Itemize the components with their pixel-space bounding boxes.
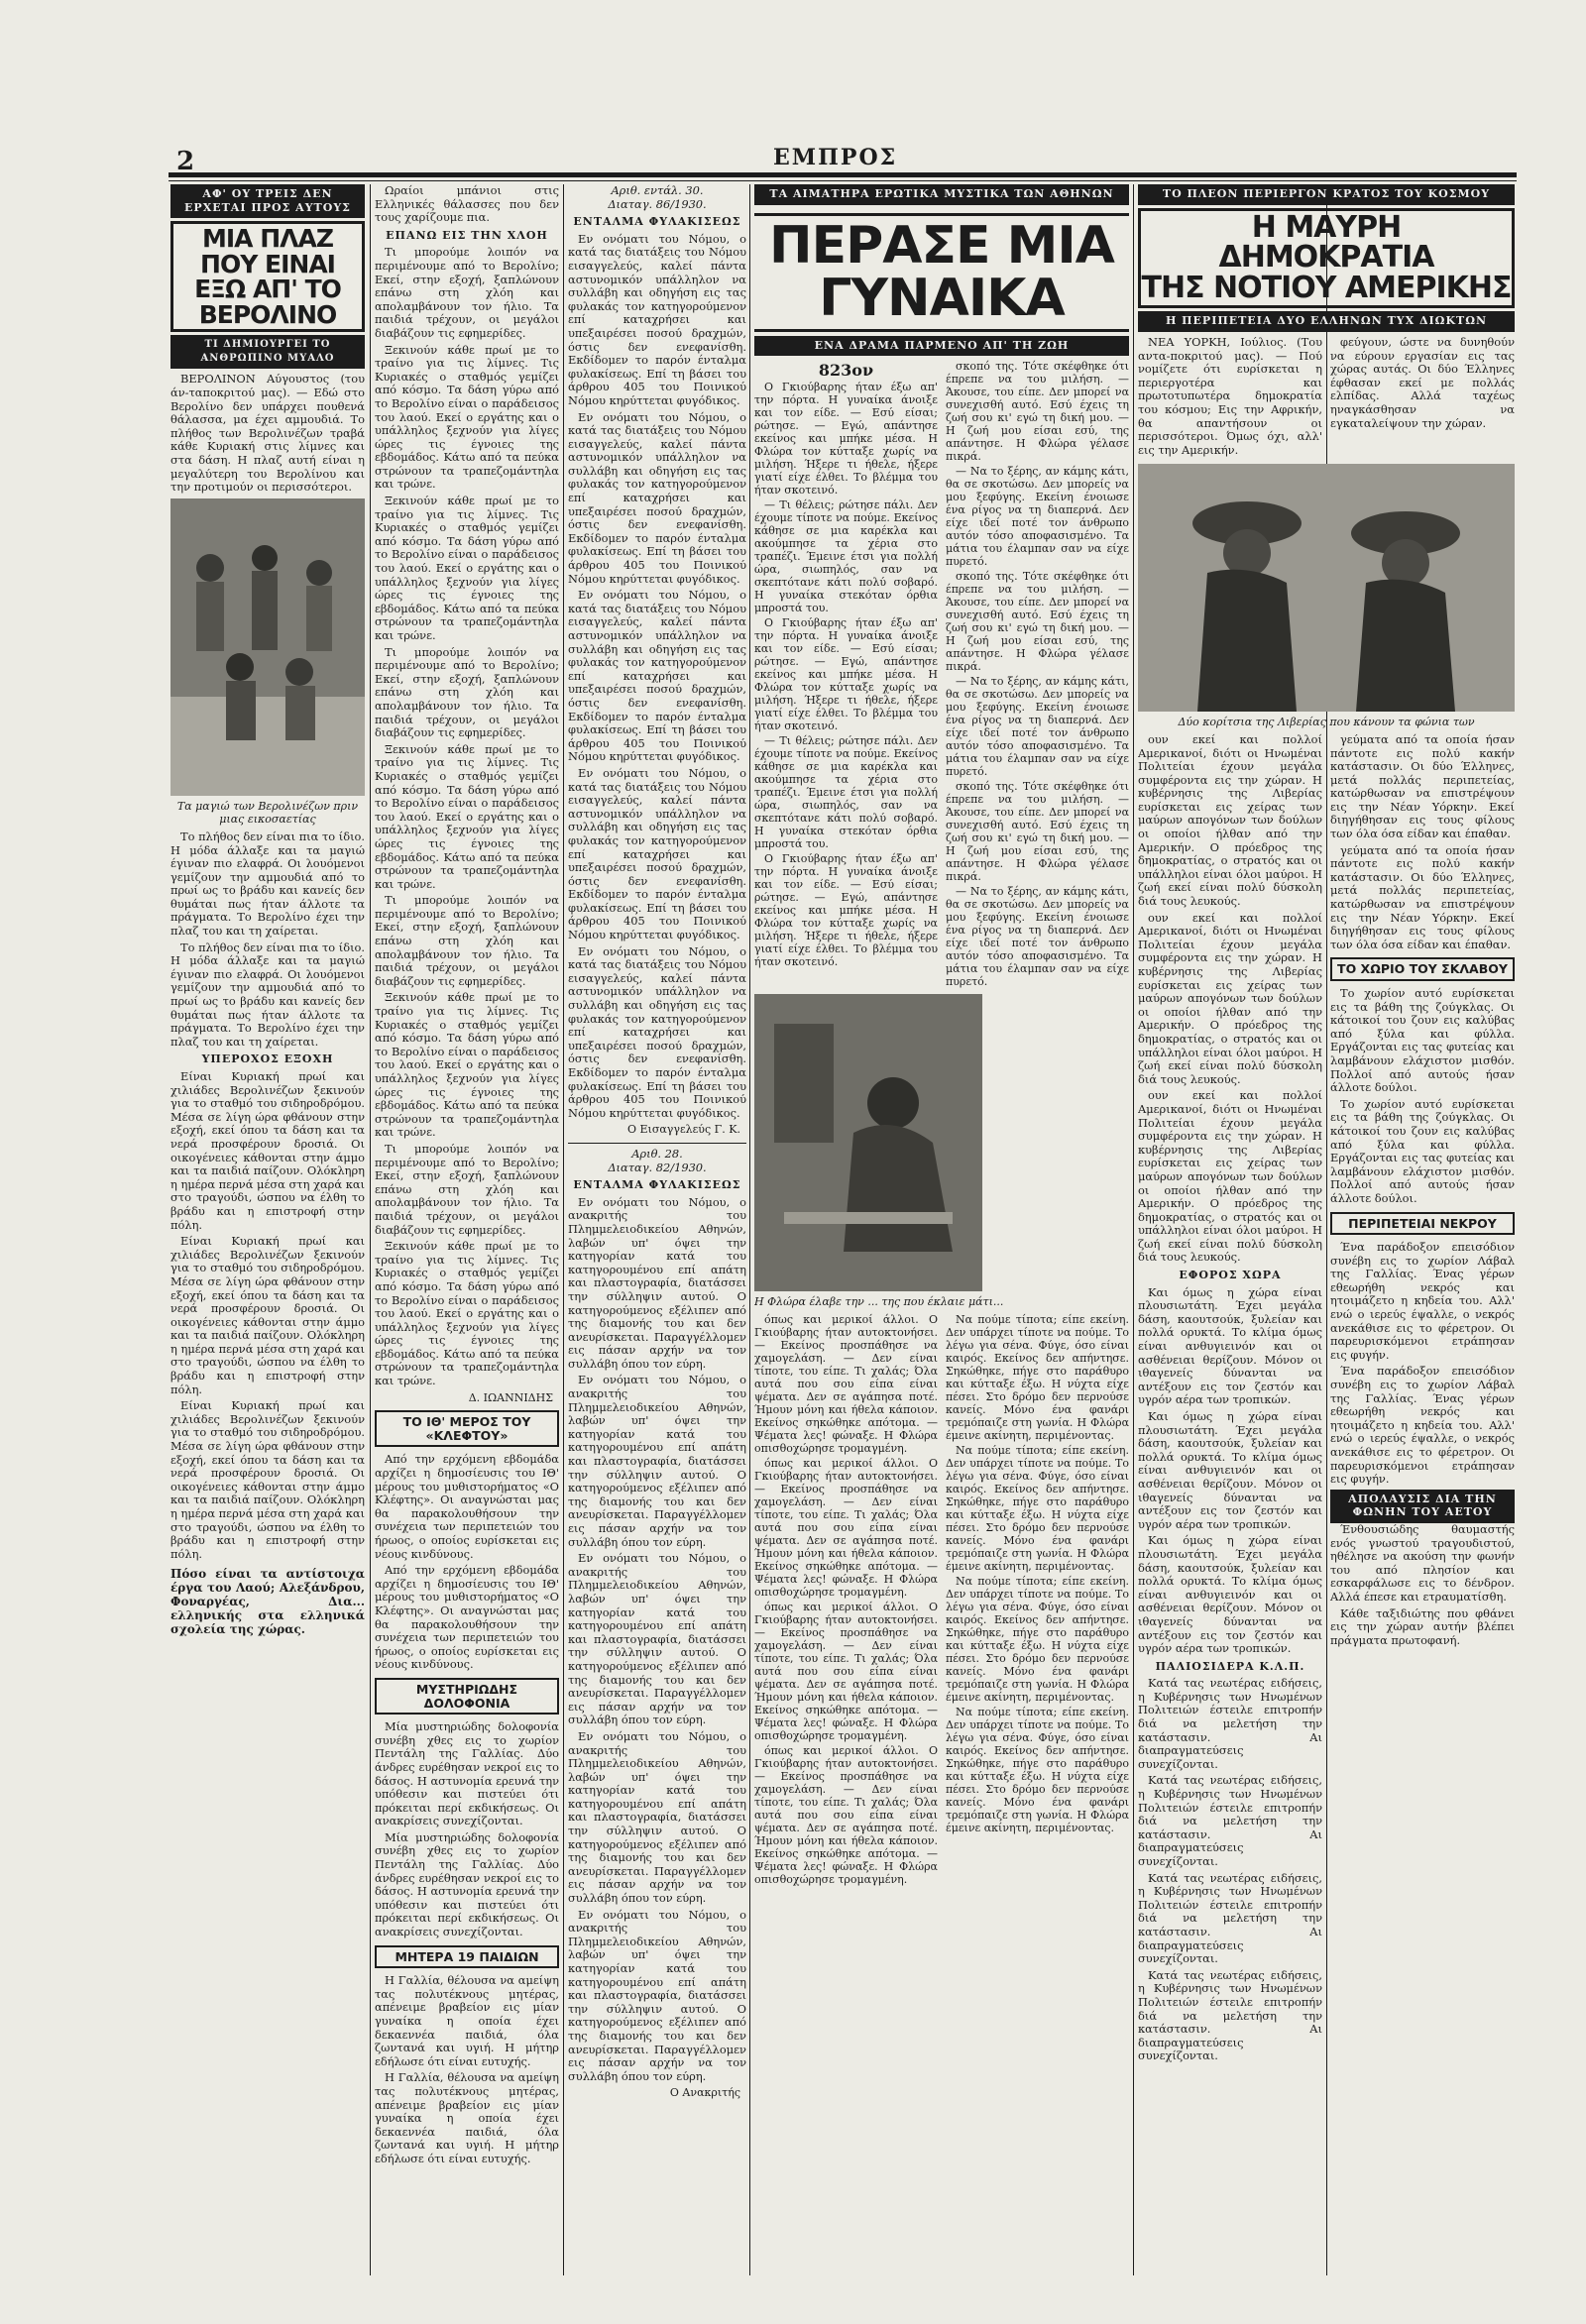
- section-heading: ΠΑΛΙΟΣΙΔΕΡΑ Κ.Λ.Π.: [1155, 1659, 1305, 1673]
- top-rule: [169, 172, 1517, 177]
- column-notices: [568, 184, 746, 2275]
- serial-text: Να πούμε τίποτα; είπε εκείνη. Δεν υπάρχει τίποτε να πούμε. Το λέγω για σένα. Φύγε, όσο είναι καιρός. Εκείνος δεν απήντησε. Σηκώθηκε, πήγε στο παράθυρο και κύτταξε έξω. Η νύχτα είχε πέσει. Στο δρόμο δεν περνούσε κανείς. Μόνο ένα φανάρι τρεμόπαιζε στη γωνία. Η Φλώρα έμεινε ακίνητη, περιμένοντας.: [946, 1443, 1129, 1573]
- serial-text-top: [754, 360, 1129, 990]
- article-text: Είναι Κυριακή πρωί και χιλιάδες Βερολινέζων ξεκινούν για το σταθμό του σιδηροδρόμου. Μέσα σε λίγη ώρα φθάνουν στην εξοχή, εκεί όπου τα δάση και τα νερά προσφέρουν δροσιά. Οι οικογένειες κάθονται στην άμμο και τα παιδιά παίζουν. Ολόκληρη η ημέρα περνά μέσα στη χαρά και στο τραγούδι, ώσπου να έλθη το βράδυ και η επιστροφή στην πόλη.: [170, 1398, 365, 1561]
- article-text: γεύματα από τα οποία ήσαν πάντοτε εις πολύ κακήν κατάστασιν. Οι δύο Έλληνες, μετά πολλάς περιπετείας, κατώρθωσαν να επιστρέψουν εις την Νέαν Υόρκην. Εκεί διηγήθησαν εις τους φίλους των όλα όσα είδαν και έπαθαν.: [1330, 842, 1515, 951]
- serial-number: 823ον: [818, 361, 874, 381]
- republic-column-right: [1330, 336, 1515, 460]
- serial-text: — Τι θέλεις; ρώτησε πάλι. Δεν έχουμε τίποτε να πούμε. Εκείνος κάθησε σε μια καρέκλα και ακούμπησε τα χέρια στο τραπέζι. Έμεινε έτσι για πολλή ώρα, σιωπηλός, σαν να σκεπτότανε κάτι πολύ σοβαρό. Η γυναίκα στεκόταν όρθια μπροστά του.: [754, 734, 938, 851]
- article-text: γεύματα από τα οποία ήσαν πάντοτε εις πολύ κακήν κατάστασιν. Οι δύο Έλληνες, μετά πολλάς περιπετείας, κατώρθωσαν να επιστρέψουν εις την Νέαν Υόρκην. Εκεί διηγήθησαν εις τους φίλους των όλα όσα είδαν και έπαθαν.: [1330, 731, 1515, 841]
- liberia-photo: [1138, 464, 1515, 712]
- headline: ΤΗΣ ΝΟΤΙΟΥ ΑΜΕΡΙΚΗΣ: [1141, 270, 1512, 305]
- photo-caption: Τα μαγιώ των Βερολινέζων πριν μιας εικοσαετίας: [176, 799, 359, 827]
- beach-photo: [170, 498, 365, 796]
- subheadline: Η ΠΕΡΙΠΕΤΕΙΑ ΔΥΟ ΕΛΛΗΝΩΝ ΤΥΧ ΔΙΩΚΤΩΝ: [1138, 311, 1515, 332]
- notice-number: Αριθ. 28.: [631, 1146, 683, 1161]
- article-text: Κάθε ταξιδιώτης που φθάνει εις την χώραν αυτήν βλέπει πράγματα πρωτοφανή.: [1330, 1605, 1515, 1647]
- notice-order: Διαταγ. 82/1930.: [608, 1160, 707, 1174]
- article-text: Κατά τας νεωτέρας ειδήσεις, η Κυβέρνησις των Ηνωμένων Πολιτειών έστειλε επιτροπήν διά να μελετήση την κατάστασιν. Αι διαπραγματεύσεις συνεχίζονται.: [1138, 1773, 1322, 1868]
- headline-box: [170, 221, 365, 332]
- serial-subheadline: ΕΝΑ ΔΡΑΜΑ ΠΑΡΜΕΝΟ ΑΠ' ΤΗ ΖΩΗ: [754, 336, 1129, 357]
- article-text: Κατά τας νεωτέρας ειδήσεις, η Κυβέρνησις των Ηνωμένων Πολιτειών έστειλε επιτροπήν διά να μελετήση την κατάστασιν. Αι διαπραγματεύσεις συνεχίζονται.: [1138, 1967, 1322, 2063]
- serial-column-right: [946, 1313, 1129, 1888]
- column-rule: [370, 184, 371, 2275]
- notice-title: ΕΝΤΑΛΜΑ ΦΥΛΑΚΙΣΕΩΣ: [573, 1178, 741, 1192]
- article-text: Και όμως η χώρα είναι πλουσιωτάτη. Έχει μεγάλα δάση, καουτσούκ, ξυλείαν και πολλά ορυκτά. Το κλίμα όμως είναι ανθυγιεινόν και οι ασθένειαι θερίζουν. Μόνον οι ιθαγενείς δύνανται να αντέξουν εις τον ζεστόν και υγρόν αέρα των τροπικών.: [1138, 1284, 1322, 1407]
- section-heading: ΜΗΤΕΡΑ 19 ΠΑΙΔΙΩΝ: [375, 1945, 559, 1969]
- section-heading: ΠΕΡΙΠΕΤΕΙΑΙ ΝΕΚΡΟΥ: [1330, 1212, 1515, 1236]
- republic-text-bottom: [1138, 733, 1515, 2066]
- article-text: Ένα παράδοξον επεισόδιον συνέβη εις το χωρίον Λάβαλ της Γαλλίας. Ένας γέρων εθεωρήθη νεκρός και ητοιμάζετο η κηδεία του. Αλλ' ενώ ο ιερεύς έψαλλε, ο νεκρός ανεκάθισε εις το φέρετρον. Οι παρευρισκόμενοι ετράπησαν εις φυγήν.: [1330, 1240, 1515, 1362]
- notice-text: Εν ονόματι του Νόμου, ο ανακριτής του Πλημμελειοδικείου Αθηνών, λαβών υπ' όψει την κατηγορίαν κατά του κατηγορουμένου επί απάτη και πλαστογραφία, διατάσσει την σύλληψιν αυτού. Ο κατηγορούμενος εξέλιπεν από της διαμονής του και δεν ανευρίσκεται. Παραγγέλλομεν εις πάσαν αρχήν να τον συλλάβη όπου τον εύρη.: [568, 1373, 746, 1549]
- column-republic: [1138, 184, 1515, 2275]
- masthead: ΕΜΠΡΟΣ: [773, 145, 898, 170]
- article-text: ουν εκεί και πολλοί Αμερικανοί, διότι οι Ηνωμέναι Πολιτείαι έχουν μεγάλα συμφέροντα εις την χώραν. Η κυβέρνησις της Λιβερίας ευρίσκεται εις χείρας των μαύρων απογόνων των δούλων οι οποίοι ήλθαν από την Αμερικήν. Ο πρόεδρος της δημοκρατίας, ο στρατός και οι υπάλληλοι είναι όλοι μαύροι. Η ζωή εκεί είναι πολύ δύσκολη διά τους λευκούς.: [1138, 1088, 1322, 1265]
- article-text: Μία μυστηριώδης δολοφονία συνέβη χθες εις το χωρίον Πεντάλη της Γαλλίας. Δύο άνδρες ευρέθησαν νεκροί εις το δάσος. Η αστυνομία ερευνά την υπόθεσιν και πιστεύει ότι πρόκειται περί εκδικήσεως. Οι ανακρίσεις συνεχίζονται.: [375, 1829, 559, 1939]
- serial-text: σκοπό της. Τότε σκέφθηκε ότι έπρεπε να του μιλήση. — Άκουσε, του είπε. Δεν μπορεί να συνεχισθή αυτό. Εσύ έχεις τη ζωή σου κι' εγώ τη δική μου. — Η ζωή μου είσαι εσύ, της απάντησε. Η Φλώρα γέλασε πικρά.: [946, 360, 1129, 464]
- notice-text: Εν ονόματι του Νόμου, ο κατά τας διατάξεις του Νόμου εισαγγελεύς, καλεί πάντα αστυνομικόν υπάλληλον να συλλάβη και οδηγήση εις τας φυλακάς τον κατηγορούμενον επί καταχρήσει και υπεξαιρέσει ποσού δραχμών, όστις δεν ενεφανίσθη. Εκδίδομεν το παρόν ένταλμα φυλακίσεως. Επί τη βάσει του άρθρου 405 του Ποινικού Νόμου κηρύττεται φυγόδικος.: [568, 943, 746, 1120]
- serial-text: σκοπό της. Τότε σκέφθηκε ότι έπρεπε να του μιλήση. — Άκουσε, του είπε. Δεν μπορεί να συνεχισθή αυτό. Εσύ έχεις τη ζωή σου κι' εγώ τη δική μου. — Η ζωή μου είσαι εσύ, της απάντησε. Η Φλώρα γέλασε πικρά.: [946, 570, 1129, 674]
- serial-text: όπως και μερικοί άλλοι. Ο Γκιούβαρης ήταν αυτοκτονήσει. — Εκείνος προσπάθησε να χαμογελάση. — Δεν είναι τίποτε, του είπε. Τι χαλάς; Όλα αυτά που σου είπα είναι ψέματα. Δεν σε αγάπησα ποτέ. Ήμουν μόνη και ήθελα κάποιον. Εκείνος σηκώθηκε απότομα. — Ψέματα λες! φώναξε. Η Φλώρα οπισθοχώρησε τρομαγμένη.: [754, 1743, 938, 1886]
- serial-column-right: [946, 360, 1129, 990]
- article-text: Ένα παράδοξον επεισόδιον συνέβη εις το χωρίον Λάβαλ της Γαλλίας. Ένας γέρων εθεωρήθη νεκρός και ητοιμάζετο η κηδεία του. Αλλ' ενώ ο ιερεύς έψαλλε, ο νεκρός ανεκάθισε εις το φέρετρον. Οι παρευρισκόμενοι ετράπησαν εις φυγήν.: [1330, 1364, 1515, 1487]
- kicker: ΤΑ ΑΙΜΑΤΗΡΑ ΕΡΩΤΙΚΑ ΜΥΣΤΙΚΑ ΤΩΝ ΑΘΗΝΩΝ: [754, 184, 1129, 205]
- article-text: ουν εκεί και πολλοί Αμερικανοί, διότι οι Ηνωμέναι Πολιτείαι έχουν μεγάλα συμφέροντα εις την χώραν. Η κυβέρνησις της Λιβερίας ευρίσκεται εις χείρας των μαύρων απογόνων των δούλων οι οποίοι ήλθαν από την Αμερικήν. Ο πρόεδρος της δημοκρατίας, ο στρατός και οι υπάλληλοι είναι όλοι μαύροι. Η ζωή εκεί είναι πολύ δύσκολη διά τους λευκούς.: [1138, 910, 1322, 1086]
- article-text: Και όμως η χώρα είναι πλουσιωτάτη. Έχει μεγάλα δάση, καουτσούκ, ξυλείαν και πολλά ορυκτά. Το κλίμα όμως είναι ανθυγιεινόν και οι ασθένειαι θερίζουν. Μόνον οι ιθαγενείς δύνανται να αντέξουν εις τον ζεστόν και υγρόν αέρα των τροπικών.: [1138, 1533, 1322, 1656]
- section-heading: ΤΟ ΧΩΡΙΟ ΤΟΥ ΣΚΛΑΒΟΥ: [1330, 957, 1515, 981]
- serial-text: όπως και μερικοί άλλοι. Ο Γκιούβαρης ήταν αυτοκτονήσει. — Εκείνος προσπάθησε να χαμογελάση. — Δεν είναι τίποτε, του είπε. Τι χαλάς; Όλα αυτά που σου είπα είναι ψέματα. Δεν σε αγάπησα ποτέ. Ήμουν μόνη και ήθελα κάποιον. Εκείνος σηκώθηκε απότομα. — Ψέματα λες! φώναξε. Η Φλώρα οπισθοχώρησε τρομαγμένη.: [754, 1600, 938, 1742]
- article-text: Το χωρίον αυτό ευρίσκεται εις τα βάθη της ζούγκλας. Οι κάτοικοί του ζουν εις καλύβας από ξύλα και φύλλα. Εργάζονται εις τας φυτείας και λαμβάνουν ελάχιστον μισθόν. Πολλοί από αυτούς ήσαν άλλοτε δούλοι.: [1330, 1096, 1515, 1205]
- column-rule: [563, 184, 564, 2275]
- article-text: Ξεκινούν κάθε πρωί με το τραίνο για τις λίμνες. Τις Κυριακές ο σταθμός γεμίζει από κόσμο. Τα δάση γύρω από το Βερολίνο είναι ο παράδεισος του λαού. Εκεί ο εργάτης και ο υπάλληλος ξεχνούν για λίγες ώρες τις έγνοιες της εβδομάδος. Κάτω από τα πεύκα στρώνουν τα τραπεζομάντηλα και τρώνε.: [375, 342, 559, 492]
- subheadline: ΤΙ ΔΗΜΙΟΥΡΓΕΙ ΤΟ ΑΝΘΡΩΠΙΝΟ ΜΥΑΛΟ: [170, 335, 365, 369]
- section-heading: ΤΟ ΙΘ' ΜΕΡΟΣ ΤΟΥ «ΚΛΕΦΤΟΥ»: [375, 1410, 559, 1447]
- article-text: Ξεκινούν κάθε πρωί με το τραίνο για τις λίμνες. Τις Κυριακές ο σταθμός γεμίζει από κόσμο. Τα δάση γύρω από το Βερολίνο είναι ο παράδεισος του λαού. Εκεί ο εργάτης και ο υπάλληλος ξεχνούν για λίγες ώρες τις έγνοιες της εβδομάδος. Κάτω από τα πεύκα στρώνουν τα τραπεζομάντηλα και τρώνε.: [375, 1239, 559, 1388]
- serial-caption: Η Φλώρα έλαβε την ... της που έκλαιε μάτι...: [754, 1295, 1004, 1309]
- article-text: Τι μπορούμε λοιπόν να περιμένουμε από το Βερολίνο; Εκεί, στην εξοχή, ξαπλώνουν επάνω στη χλόη και απολαμβάνουν τον ήλιο. Τα παιδιά τρέχουν, οι μεγάλοι διαβάζουν τις εφημερίδες.: [375, 245, 559, 340]
- serial-column-left: [754, 360, 938, 990]
- article-text: Είναι Κυριακή πρωί και χιλιάδες Βερολινέζων ξεκινούν για το σταθμό του σιδηροδρόμου. Μέσα σε λίγη ώρα φθάνουν στην εξοχή, εκεί όπου τα δάση και τα νερά προσφέρουν δροσιά. Οι οικογένειες κάθονται στην άμμο και τα παιδιά παίζουν. Ολόκληρη η ημέρα περνά μέσα στη χαρά και στο τραγούδι, ώσπου να έλθη το βράδυ και η επιστροφή στην πόλη.: [170, 1069, 365, 1232]
- photo-caption: Δύο κορίτσια της Λιβερίας που κάνουν τα φώνια των: [1178, 716, 1475, 729]
- top-rule-thin: [169, 180, 1517, 181]
- serial-text: — Να το ξέρης, αν κάμης κάτι, θα σε σκοτώσω. Δεν μπορείς να μου ξεφύγης. Εκείνη ένοιωσε ένα ρίγος να τη διαπερνά. Δεν είχε ιδεί ποτέ τον άνθρωπο αυτόν τόσο αποφασισμένο. Τα μάτια του έλαμπαν σαν να είχε πυρετό.: [946, 675, 1129, 779]
- article-text: Τι μπορούμε λοιπόν να περιμένουμε από το Βερολίνο; Εκεί, στην εξοχή, ξαπλώνουν επάνω στη χλόη και απολαμβάνουν τον ήλιο. Τα παιδιά τρέχουν, οι μεγάλοι διαβάζουν τις εφημερίδες.: [375, 893, 559, 988]
- article-text: Το χωρίον αυτό ευρίσκεται εις τα βάθη της ζούγκλας. Οι κάτοικοί του ζουν εις καλύβας από ξύλα και φύλλα. Εργάζονται εις τας φυτείας και λαμβάνουν ελάχιστον μισθόν. Πολλοί από αυτούς ήσαν άλλοτε δούλοι.: [1330, 986, 1515, 1095]
- notice-number: Αριθ. εντάλ. 30.: [611, 184, 704, 197]
- article-text: Η Γαλλία, θέλουσα να αμείψη τας πολυτέκνους μητέρας, απένειμε βραβείον εις μίαν γυναίκα η οποία έχει δεκαεννέα παιδιά, όλα ζωντανά και υγιή. Η μήτηρ εδήλωσε ότι είναι ευτυχής.: [375, 2070, 559, 2165]
- notice-text: Εν ονόματι του Νόμου, ο ανακριτής του Πλημμελειοδικείου Αθηνών, λαβών υπ' όψει την κατηγορίαν κατά του κατηγορουμένου επί απάτη και πλαστογραφία, διατάσσει την σύλληψιν αυτού. Ο κατηγορούμενος εξέλιπεν από της διαμονής του και δεν ανευρίσκεται. Παραγγέλλομεν εις πάσαν αρχήν να τον συλλάβη όπου τον εύρη.: [568, 1194, 746, 1371]
- republic-text-top: [1138, 336, 1515, 460]
- article-text: Από την ερχόμενη εβδομάδα αρχίζει η δημοσίευσις του ΙΘ' μέρους του μυθιστορήματος «Ο Κλέφτης». Οι αναγνώσται μας θα παρακολουθήσουν την συνέχεια των περιπετειών του ήρωος, ο οποίος ευρίσκεται εις νέους κινδύνους.: [375, 1452, 559, 1561]
- republic-column-left: [1138, 733, 1322, 2066]
- notice-signature: Ο Εισαγγελεύς Γ. Κ.: [627, 1123, 740, 1137]
- serial-text: όπως και μερικοί άλλοι. Ο Γκιούβαρης ήταν αυτοκτονήσει. — Εκείνος προσπάθησε να χαμογελάση. — Δεν είναι τίποτε, του είπε. Τι χαλάς; Όλα αυτά που σου είπα είναι ψέματα. Δεν σε αγάπησα ποτέ. Ήμουν μόνη και ήθελα κάποιον. Εκείνος σηκώθηκε απότομα. — Ψέματα λες! φώναξε. Η Φλώρα οπισθοχώρησε τρομαγμένη.: [754, 1456, 938, 1599]
- article-text: Τι μπορούμε λοιπόν να περιμένουμε από το Βερολίνο; Εκεί, στην εξοχή, ξαπλώνουν επάνω στη χλόη και απολαμβάνουν τον ήλιο. Τα παιδιά τρέχουν, οι μεγάλοι διαβάζουν τις εφημερίδες.: [375, 1141, 559, 1237]
- serial-text: Ο Γκιούβαρης ήταν έξω απ' την πόρτα. Η γυναίκα άνοιξε και τον είδε. — Εσύ είσαι; ρώτησε. — Εγώ, απάντησε εκείνος και μπήκε μέσα. Η Φλώρα τον κύτταξε χωρίς να μιλήση. Ήξερε τι ήθελε, ήξερε γιατί είχε έλθει. Το βλέμμα του ήταν σκοτεινό.: [754, 852, 938, 969]
- signature: Δ. ΙΩΑΝΝΙΔΗΣ: [468, 1390, 553, 1404]
- section-heading: ΕΦΟΡΟΣ ΧΩΡΑ: [1179, 1269, 1282, 1282]
- kicker: ΤΟ ΠΛΕΟΝ ΠΕΡΙΕΡΓΟΝ ΚΡΑΤΟΣ ΤΟΥ ΚΟΣΜΟΥ: [1138, 184, 1515, 205]
- article-text: ουν εκεί και πολλοί Αμερικανοί, διότι οι Ηνωμέναι Πολιτείαι έχουν μεγάλα συμφέροντα εις την χώραν. Η κυβέρνησις της Λιβερίας ευρίσκεται εις χείρας των μαύρων απογόνων των δούλων οι οποίοι ήλθαν από την Αμερικήν. Ο πρόεδρος της δημοκρατίας, ο στρατός και οι υπάλληλοι είναι όλοι μαύροι. Η ζωή εκεί είναι πολύ δύσκολη διά τους λευκούς.: [1138, 731, 1322, 909]
- column-serial: [754, 184, 1129, 2275]
- serial-headline: ΠΕΡΑΣΕ ΜΙΑ ΓΥΝΑΙΚΑ: [754, 213, 1129, 332]
- article-text: Από την ερχόμενη εβδομάδα αρχίζει η δημοσίευσις του ΙΘ' μέρους του μυθιστορήματος «Ο Κλέφτης». Οι αναγνώσται μας θα παρακολουθήσουν την συνέχεια των περιπετειών του ήρωος, ο οποίος ευρίσκεται εις νέους κινδύνους.: [375, 1563, 559, 1672]
- article-text: Είναι Κυριακή πρωί και χιλιάδες Βερολινέζων ξεκινούν για το σταθμό του σιδηροδρόμου. Μέσα σε λίγη ώρα φθάνουν στην εξοχή, εκεί όπου τα δάση και τα νερά προσφέρουν δροσιά. Οι οικογένειες κάθονται στην άμμο και τα παιδιά παίζουν. Ολόκληρη η ημέρα περνά μέσα στη χαρά και στο τραγούδι, ώσπου να έλθη το βράδυ και η επιστροφή στην πόλη.: [170, 1234, 365, 1396]
- serial-text-bottom: [754, 1313, 1129, 1888]
- kicker: ΑΦ' ΟΥ ΤΡΕΙΣ ΔΕΝ ΕΡΧΕΤΑΙ ΠΡΟΣ ΑΥΤΟΥΣ: [170, 184, 365, 218]
- section-heading: ΕΠΑΝΩ ΕΙΣ ΤΗΝ ΧΛΟΗ: [386, 228, 548, 242]
- article-text: ΝΕΑ ΥΟΡΚΗ, Ιούλιος. (Του αντα-ποκριτού μας). — Πού νομίζετε ότι ευρίσκεται η περιεργοτέρα και πρωτοτυπωτέρα δημοκρατία του κόσμου; Εις την Αφρικήν, θα απαντήσουν οι περισσότεροι. Όμως όχι, αλλ' εις την Αμερικήν.: [1138, 334, 1322, 457]
- divider: [568, 1143, 746, 1144]
- headline-box: [1138, 208, 1515, 309]
- section-heading: ΑΠΟΛΑΥΣΙΣ ΔΙΑ ΤΗΝ ΦΩΝΗΝ ΤΟΥ ΑΕΤΟΥ: [1330, 1490, 1515, 1523]
- article-text: φεύγουν, ώστε να δυνηθούν να εύρουν εργασίαν εις τας χώρας αυτάς. Οι δύο Έλληνες έφθασαν εκεί με πολλάς ελπίδας. Αλλά ταχέως ηναγκάσθησαν να εγκαταλείψουν την χώραν.: [1330, 334, 1515, 430]
- notice-text: Εν ονόματι του Νόμου, ο ανακριτής του Πλημμελειοδικείου Αθηνών, λαβών υπ' όψει την κατηγορίαν κατά του κατηγορουμένου επί απάτη και πλαστογραφία, διατάσσει την σύλληψιν αυτού. Ο κατηγορούμενος εξέλιπεν από της διαμονής του και δεν ανευρίσκεται. Παραγγέλλομεν εις πάσαν αρχήν να τον συλλάβη όπου τον εύρη.: [568, 1551, 746, 1727]
- article-text: Κατά τας νεωτέρας ειδήσεις, η Κυβέρνησις των Ηνωμένων Πολιτειών έστειλε επιτροπήν διά να μελετήση την κατάστασιν. Αι διαπραγματεύσεις συνεχίζονται.: [1138, 1676, 1322, 1771]
- notice-text: Εν ονόματι του Νόμου, ο ανακριτής του Πλημμελειοδικείου Αθηνών, λαβών υπ' όψει την κατηγορίαν κατά του κατηγορουμένου επί απάτη και πλαστογραφία, διατάσσει την σύλληψιν αυτού. Ο κατηγορούμενος εξέλιπεν από της διαμονής του και δεν ανευρίσκεται. Παραγγέλλομεν εις πάσαν αρχήν να τον συλλάβη όπου τον εύρη.: [568, 1728, 746, 1906]
- serial-illustration: [754, 994, 982, 1291]
- article-text: Ωραίοι μπάνιοι στις Ελληνικές θάλασσες που δεν τους χαρίζουμε πια.: [375, 184, 559, 225]
- article-text: Μία μυστηριώδης δολοφονία συνέβη χθες εις το χωρίον Πεντάλη της Γαλλίας. Δύο άνδρες ευρέθησαν νεκροί εις το δάσος. Η αστυνομία ερευνά την υπόθεσιν και πιστεύει ότι πρόκειται περί εκδικήσεως. Οι ανακρίσεις συνεχίζονται.: [375, 1719, 559, 1828]
- beach-photo-image: [170, 498, 365, 796]
- notice-title: ΕΝΤΑΛΜΑ ΦΥΛΑΚΙΣΕΩΣ: [573, 215, 741, 229]
- notice-text: Εν ονόματι του Νόμου, ο κατά τας διατάξεις του Νόμου εισαγγελεύς, καλεί πάντα αστυνομικόν υπάλληλον να συλλάβη και οδηγήση εις τας φυλακάς τον κατηγορούμενον επί καταχρήσει και υπεξαιρέσει ποσού δραχμών, όστις δεν ενεφανίσθη. Εκδίδομεν το παρόν ένταλμα φυλακίσεως. Επί τη βάσει του άρθρου 405 του Ποινικού Νόμου κηρύττεται φυγόδικος.: [568, 231, 746, 407]
- article-text: Το πλήθος δεν είναι πια το ίδιο. Η μόδα άλλαξε και τα μαγιώ έγιναν πιο ελαφρά. Οι λουόμενοι γεμίζουν την αμμουδιά από το πρωί ως το βράδυ και κανείς δεν θυμάται πως ήταν άλλοτε τα πράγματα. Το Βερολίνο έχει την πλαζ του και τη χαίρεται.: [170, 829, 365, 939]
- article-text: Ξεκινούν κάθε πρωί με το τραίνο για τις λίμνες. Τις Κυριακές ο σταθμός γεμίζει από κόσμο. Τα δάση γύρω από το Βερολίνο είναι ο παράδεισος του λαού. Εκεί ο εργάτης και ο υπάλληλος ξεχνούν για λίγες ώρες τις έγνοιες της εβδομάδος. Κάτω από τα πεύκα στρώνουν τα τραπεζομάντηλα και τρώνε.: [375, 494, 559, 642]
- article-text: Το πλήθος δεν είναι πια το ίδιο. Η μόδα άλλαξε και τα μαγιώ έγιναν πιο ελαφρά. Οι λουόμενοι γεμίζουν την αμμουδιά από το πρωί ως το βράδυ και κανείς δεν θυμάται πως ήταν άλλοτε τα πράγματα. Το Βερολίνο έχει την πλαζ του και τη χαίρεται.: [170, 940, 365, 1049]
- serial-text: — Να το ξέρης, αν κάμης κάτι, θα σε σκοτώσω. Δεν μπορείς να μου ξεφύγης. Εκείνη ένοιωσε ένα ρίγος να τη διαπερνά. Δεν είχε ιδεί ποτέ τον άνθρωπο αυτόν τόσο αποφασισμένο. Τα μάτια του έλαμπαν σαν να είχε πυρετό.: [946, 885, 1129, 989]
- article-text: Τι μπορούμε λοιπόν να περιμένουμε από το Βερολίνο; Εκεί, στην εξοχή, ξαπλώνουν επάνω στη χλόη και απολαμβάνουν τον ήλιο. Τα παιδιά τρέχουν, οι μεγάλοι διαβάζουν τις εφημερίδες.: [375, 644, 559, 740]
- page-number: 2: [176, 147, 195, 176]
- article-text: Η Γαλλία, θέλουσα να αμείψη τας πολυτέκνους μητέρας, απένειμε βραβείον εις μίαν γυναίκα η οποία έχει δεκαεννέα παιδιά, όλα ζωντανά και υγιή. Η μήτηρ εδήλωσε ότι είναι ευτυχής.: [375, 1973, 559, 2068]
- republic-column-left: [1138, 336, 1322, 460]
- serial-text: Να πούμε τίποτα; είπε εκείνη. Δεν υπάρχει τίποτε να πούμε. Το λέγω για σένα. Φύγε, όσο είναι καιρός. Εκείνος δεν απήντησε. Σηκώθηκε, πήγε στο παράθυρο και κύτταξε έξω. Η νύχτα είχε πέσει. Στο δρόμο δεν περνούσε κανείς. Μόνο ένα φανάρι τρεμόπαιζε στη γωνία. Η Φλώρα έμεινε ακίνητη, περιμένοντας.: [946, 1705, 1129, 1834]
- section-heading: ΥΠΕΡΟΧΟΣ ΕΞΟΧΗ: [201, 1052, 334, 1066]
- liberia-photo-image: [1138, 464, 1515, 712]
- section-heading: ΜΥΣΤΗΡΙΩΔΗΣ ΔΟΛΟΦΟΝΙΑ: [375, 1678, 559, 1715]
- column-rule: [749, 184, 750, 2275]
- notice-text: Εν ονόματι του Νόμου, ο κατά τας διατάξεις του Νόμου εισαγγελεύς, καλεί πάντα αστυνομικόν υπάλληλον να συλλάβη και οδηγήση εις τας φυλακάς τον κατηγορούμενον επί καταχρήσει και υπεξαιρέσει ποσού δραχμών, όστις δεν ενεφανίσθη. Εκδίδομεν το παρόν ένταλμα φυλακίσεως. Επί τη βάσει του άρθρου 405 του Ποινικού Νόμου κηρύττεται φυγόδικος.: [568, 765, 746, 942]
- article-text: Ξεκινούν κάθε πρωί με το τραίνο για τις λίμνες. Τις Κυριακές ο σταθμός γεμίζει από κόσμο. Τα δάση γύρω από το Βερολίνο είναι ο παράδεισος του λαού. Εκεί ο εργάτης και ο υπάλληλος ξεχνούν για λίγες ώρες τις έγνοιες της εβδομάδος. Κάτω από τα πεύκα στρώνουν τα τραπεζομάντηλα και τρώνε.: [375, 990, 559, 1140]
- serial-text: — Να το ξέρης, αν κάμης κάτι, θα σε σκοτώσω. Δεν μπορείς να μου ξεφύγης. Εκείνη ένοιωσε ένα ρίγος να τη διαπερνά. Δεν είχε ιδεί ποτέ τον άνθρωπο αυτόν τόσο αποφασισμένο. Τα μάτια του έλαμπαν σαν να είχε πυρετό.: [946, 465, 1129, 569]
- serial-text: Να πούμε τίποτα; είπε εκείνη. Δεν υπάρχει τίποτε να πούμε. Το λέγω για σένα. Φύγε, όσο είναι καιρός. Εκείνος δεν απήντησε. Σηκώθηκε, πήγε στο παράθυρο και κύτταξε έξω. Η νύχτα είχε πέσει. Στο δρόμο δεν περνούσε κανείς. Μόνο ένα φανάρι τρεμόπαιζε στη γωνία. Η Φλώρα έμεινε ακίνητη, περιμένοντας.: [946, 1574, 1129, 1704]
- article-text: ΒΕΡΟΛΙΝΟΝ Αύγουστος (του άν-ταποκριτού μας). — Εδώ στο Βερολίνο δεν υπάρχει πουθενά θάλασσα, μα έχει αμμουδιά. Το πλήθος των Βερολινέζων τραβά κάθε Κυριακή στις λίμνες και στα δάση. Η πλαζ αυτή είναι η μεγαλύτερη του Βερολίνου και την προτιμούν οι περισσότεροι.: [170, 372, 365, 495]
- column-two: [375, 184, 559, 2275]
- article-text: Ένθουσιώδης θαυμαστής ενός γνωστού τραγουδιστού, ηθέλησε να ακούση την φωνήν του από πλησίον και εσκαρφάλωσε εις το δένδρον. Αλλά έπεσε και ετραυματίσθη.: [1330, 1521, 1515, 1604]
- serial-text: Ο Γκιούβαρης ήταν έξω απ' την πόρτα. Η γυναίκα άνοιξε και τον είδε. — Εσύ είσαι; ρώτησε. — Εγώ, απάντησε εκείνος και μπήκε μέσα. Η Φλώρα τον κύτταξε χωρίς να μιλήση. Ήξερε τι ήθελε, ήξερε γιατί είχε έλθει. Το βλέμμα του ήταν σκοτεινό.: [754, 381, 938, 498]
- notice-text: Εν ονόματι του Νόμου, ο κατά τας διατάξεις του Νόμου εισαγγελεύς, καλεί πάντα αστυνομικόν υπάλληλον να συλλάβη και οδηγήση εις τας φυλακάς τον κατηγορούμενον επί καταχρήσει και υπεξαιρέσει ποσού δραχμών, όστις δεν ενεφανίσθη. Εκδίδομεν το παρόν ένταλμα φυλακίσεως. Επί τη βάσει του άρθρου 405 του Ποινικού Νόμου κηρύττεται φυγόδικος.: [568, 409, 746, 586]
- republic-column-right: [1330, 733, 1515, 2066]
- serial-text: όπως και μερικοί άλλοι. Ο Γκιούβαρης ήταν αυτοκτονήσει. — Εκείνος προσπάθησε να χαμογελάση. — Δεν είναι τίποτε, του είπε. Τι χαλάς; Όλα αυτά που σου είπα είναι ψέματα. Δεν σε αγάπησα ποτέ. Ήμουν μόνη και ήθελα κάποιον. Εκείνος σηκώθηκε απότομα. — Ψέματα λες! φώναξε. Η Φλώρα οπισθοχώρησε τρομαγμένη.: [754, 1312, 938, 1455]
- serial-text: Ο Γκιούβαρης ήταν έξω απ' την πόρτα. Η γυναίκα άνοιξε και τον είδε. — Εσύ είσαι; ρώτησε. — Εγώ, απάντησε εκείνος και μπήκε μέσα. Η Φλώρα τον κύτταξε χωρίς να μιλήση. Ήξερε τι ήθελε, ήξερε γιατί είχε έλθει. Το βλέμμα του ήταν σκοτεινό.: [754, 616, 938, 733]
- column-berlin: [170, 184, 365, 2275]
- column-rule: [1133, 184, 1134, 2275]
- serial-column-left: [754, 1313, 938, 1888]
- serial-illustration-image: [754, 994, 982, 1291]
- article-text: Ξεκινούν κάθε πρωί με το τραίνο για τις λίμνες. Τις Κυριακές ο σταθμός γεμίζει από κόσμο. Τα δάση γύρω από το Βερολίνο είναι ο παράδεισος του λαού. Εκεί ο εργάτης και ο υπάλληλος ξεχνούν για λίγες ώρες τις έγνοιες της εβδομάδος. Κάτω από τα πεύκα στρώνουν τα τραπεζομάντηλα και τρώνε.: [375, 741, 559, 891]
- notice-order: Διαταγ. 86/1930.: [608, 196, 707, 211]
- article-text: Και όμως η χώρα είναι πλουσιωτάτη. Έχει μεγάλα δάση, καουτσούκ, ξυλείαν και πολλά ορυκτά. Το κλίμα όμως είναι ανθυγιεινόν και οι ασθένειαι θερίζουν. Μόνον οι ιθαγενείς δύνανται να αντέξουν εις τον ζεστόν και υγρόν αέρα των τροπικών.: [1138, 1409, 1322, 1531]
- headline: ΕΞΩ ΑΠ' ΤΟ ΒΕΡΟΛΙΝΟ: [194, 275, 341, 329]
- page-header: [0, 0, 1586, 176]
- serial-text: Να πούμε τίποτα; είπε εκείνη. Δεν υπάρχει τίποτε να πούμε. Το λέγω για σένα. Φύγε, όσο είναι καιρός. Εκείνος δεν απήντησε. Σηκώθηκε, πήγε στο παράθυρο και κύτταξε έξω. Η νύχτα είχε πέσει. Στο δρόμο δεν περνούσε κανείς. Μόνο ένα φανάρι τρεμόπαιζε στη γωνία. Η Φλώρα έμεινε ακίνητη, περιμένοντας.: [946, 1312, 1129, 1442]
- headline: Η ΜΑΥΡΗ ΔΗΜΟΚΡΑΤΙΑ: [1218, 209, 1434, 276]
- notice-signature: Ο Ανακριτής: [669, 2086, 740, 2100]
- notice-text: Εν ονόματι του Νόμου, ο κατά τας διατάξεις του Νόμου εισαγγελεύς, καλεί πάντα αστυνομικόν υπάλληλον να συλλάβη και οδηγήση εις τας φυλακάς τον κατηγορούμενον επί καταχρήσει και υπεξαιρέσει ποσού δραχμών, όστις δεν ενεφανίσθη. Εκδίδομεν το παρόν ένταλμα φυλακίσεως. Επί τη βάσει του άρθρου 405 του Ποινικού Νόμου κηρύττεται φυγόδικος.: [568, 588, 746, 764]
- notice-text: Εν ονόματι του Νόμου, ο ανακριτής του Πλημμελειοδικείου Αθηνών, λαβών υπ' όψει την κατηγορίαν κατά του κατηγορουμένου επί απάτη και πλαστογραφία, διατάσσει την σύλληψιν αυτού. Ο κατηγορούμενος εξέλιπεν από της διαμονής του και δεν ανευρίσκεται. Παραγγέλλομεν εις πάσαν αρχήν να τον συλλάβη όπου τον εύρη.: [568, 1907, 746, 2083]
- headline: ΜΙΑ ΠΛΑΖ ΠΟΥ ΕΙΝΑΙ: [200, 224, 335, 278]
- serial-text: — Τι θέλεις; ρώτησε πάλι. Δεν έχουμε τίποτε να πούμε. Εκείνος κάθησε σε μια καρέκλα και ακούμπησε τα χέρια στο τραπέζι. Έμεινε έτσι για πολλή ώρα, σιωπηλός, σαν να σκεπτότανε κάτι πολύ σοβαρό. Η γυναίκα στεκόταν όρθια μπροστά του.: [754, 498, 938, 615]
- article-text: Κατά τας νεωτέρας ειδήσεις, η Κυβέρνησις των Ηνωμένων Πολιτειών έστειλε επιτροπήν διά να μελετήση την κατάστασιν. Αι διαπραγματεύσεις συνεχίζονται.: [1138, 1870, 1322, 1966]
- serial-text: σκοπό της. Τότε σκέφθηκε ότι έπρεπε να του μιλήση. — Άκουσε, του είπε. Δεν μπορεί να συνεχισθή αυτό. Εσύ έχεις τη ζωή σου κι' εγώ τη δική μου. — Η ζωή μου είσαι εσύ, της απάντησε. Η Φλώρα γέλασε πικρά.: [946, 780, 1129, 884]
- boxed-note: Πόσο είναι τα αντίστοιχα έργα του Λαού; Αλεξάνδρου, Φοναργέας, Δια... ελληνικής στα ελληνικά σχολεία της χώρας.: [170, 1567, 365, 1637]
